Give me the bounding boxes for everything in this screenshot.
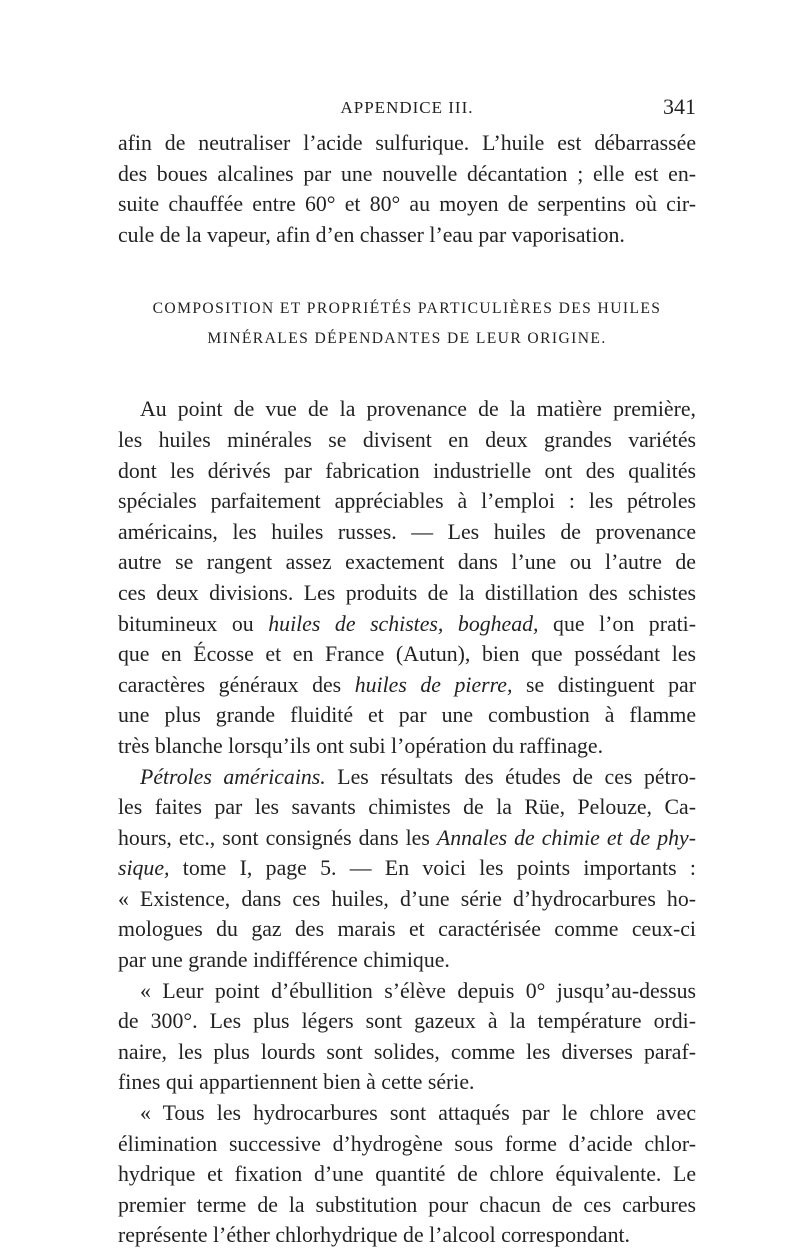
page-number: 341: [663, 94, 696, 119]
text-line: suite chauffée entre 60° et 80° au moyen de serpentins où cir-: [118, 192, 696, 217]
italic-subheading: Pétroles américains.: [140, 764, 326, 789]
text-line: une plus grande fluidité et par une combustion à flamme: [118, 703, 696, 728]
text-run: bitumineux ou: [118, 611, 269, 636]
paragraph-chlorine: [118, 1098, 696, 1251]
text-line: très blanche lorsqu’ils ont subi l’opération du raffinage.: [118, 733, 604, 758]
text-line: Au point de vue de la provenance de la matière première,: [140, 397, 696, 422]
text-line: hydrique et fixation d’une quantité de chlore équivalente. Le: [118, 1162, 696, 1187]
text-line: les faites par les savants chimistes de la Rüe, Pelouze, Ca-: [118, 795, 696, 820]
paragraph-american-petroleum: [118, 762, 696, 976]
italic-citation: Annales de chimie et de phy-: [436, 825, 696, 850]
text-line: [118, 823, 696, 854]
text-line: mologues du gaz des marais et caractérisée comme ceux-ci: [118, 917, 696, 942]
section-heading: [118, 294, 696, 354]
text-run: que l’on prati-: [538, 611, 697, 636]
text-line: [118, 670, 696, 701]
text-run: hours, etc., sont consignés dans les: [118, 825, 437, 850]
paragraph-origin: [118, 394, 696, 761]
running-header: [118, 88, 696, 128]
italic-term: huiles de schistes, boghead,: [268, 611, 539, 636]
text-line: les huiles minérales se divisent en deux grandes variétés: [118, 427, 696, 452]
text-run: Les résultats des études de ces pétro-: [325, 764, 696, 789]
text-line: [118, 853, 696, 884]
section-heading-line: MINÉRALES DÉPENDANTES DE LEUR ORIGINE.: [207, 330, 607, 348]
text-line: élimination successive d’hydrogène sous forme d’acide chlor-: [118, 1131, 696, 1156]
running-title: APPENDICE III.: [340, 98, 474, 117]
text-line: dont les dérivés par fabrication industrielle ont des qualités: [118, 458, 696, 483]
text-line: premier terme de la substitution pour chacun de ces carbures: [118, 1192, 696, 1217]
text-line: [118, 609, 696, 640]
text-line: fines qui appartiennent bien à cette série.: [118, 1070, 475, 1095]
text-run: se distinguent par: [512, 672, 696, 697]
text-line: naire, les plus lourds sont solides, comme les diverses paraf-: [118, 1039, 696, 1064]
text-line: autre se rangent assez exactement dans l’une ou l’autre de: [118, 550, 696, 575]
book-page: [118, 88, 696, 1251]
text-line: de 300°. Les plus légers sont gazeux à la température ordi-: [118, 1009, 696, 1034]
text-line: que en Écosse et en France (Autun), bien que possédant les: [118, 642, 696, 667]
text-run: caractères généraux des: [118, 672, 355, 697]
text-line: spéciales parfaitement appréciables à l’emploi : les pétroles: [118, 489, 696, 514]
text-run: tome I, page 5. — En voici les points importants :: [169, 856, 696, 881]
text-line: représente l’éther chlorhydrique de l’alcool correspondant.: [118, 1223, 631, 1248]
text-line: « Tous les hydrocarbures sont attaqués par le chlore avec: [140, 1101, 696, 1126]
text-line: par une grande indifférence chimique.: [118, 948, 450, 973]
italic-term: huiles de pierre,: [354, 672, 513, 697]
text-line: des boues alcalines par une nouvelle décantation ; elle est en-: [118, 161, 696, 186]
text-line: [118, 762, 696, 793]
section-heading-line: COMPOSITION ET PROPRIÉTÉS PARTICULIÈRES DES HUILES: [152, 300, 662, 318]
paragraph-boiling-point: [118, 976, 696, 1098]
italic-citation: sique,: [118, 856, 170, 881]
paragraph-refining: [118, 128, 696, 250]
text-line: cule de la vapeur, afin d’en chasser l’eau par vaporisation.: [118, 222, 625, 247]
text-line: « Leur point d’ébullition s’élève depuis 0° jusqu’au-dessus: [140, 978, 696, 1003]
text-line: américains, les huiles russes. — Les huiles de provenance: [118, 519, 696, 544]
text-line: « Existence, dans ces huiles, d’une série d’hydrocarbures ho-: [118, 886, 696, 911]
text-line: afin de neutraliser l’acide sulfurique. L’huile est débarrassée: [118, 131, 696, 155]
text-line: ces deux divisions. Les produits de la distillation des schistes: [118, 580, 696, 605]
